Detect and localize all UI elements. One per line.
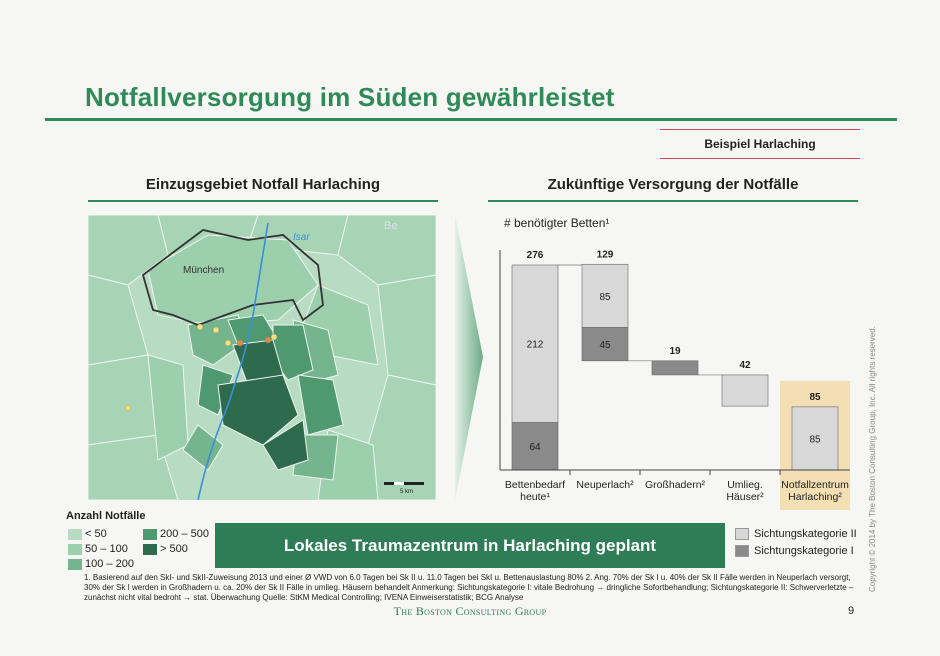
legend-item xyxy=(68,528,107,540)
legend-item xyxy=(143,543,188,555)
page-title: Notfallversorgung im Süden gewährleistet xyxy=(85,82,615,112)
river-label: Isar xyxy=(293,232,310,243)
harlaching-marker xyxy=(237,340,243,346)
bar-total-label: 42 xyxy=(739,359,751,371)
left-section-heading: Einzugsgebiet Notfall Harlaching xyxy=(145,176,381,193)
category-swatch xyxy=(735,545,749,557)
hospital-marker xyxy=(225,340,231,346)
legend-label: 100 – 200 xyxy=(85,558,134,570)
category-tick-label: Harlaching² xyxy=(788,491,842,503)
segment-value-label: 45 xyxy=(599,340,611,352)
legend-swatch xyxy=(68,559,82,570)
category-label: Sichtungskategorie II xyxy=(754,528,857,540)
legend-swatch xyxy=(68,544,82,555)
faded-map-label: Be xyxy=(384,220,398,232)
bar-segment-cat2 xyxy=(722,375,768,406)
transition-arrow xyxy=(455,215,485,500)
hospital-marker xyxy=(213,327,219,333)
category-tick-label: heute¹ xyxy=(520,491,550,503)
segment-value-label: 212 xyxy=(526,339,544,351)
legend-swatch xyxy=(143,529,157,540)
chart-y-label: # benötigter Betten¹ xyxy=(504,216,610,230)
catchment-map xyxy=(88,215,436,500)
city-label: München xyxy=(183,265,225,276)
page-number: 9 xyxy=(848,605,855,617)
legend-label: 200 – 500 xyxy=(160,528,209,540)
category-tick-label: Häuser² xyxy=(726,491,764,503)
legend-item xyxy=(68,558,134,570)
segment-value-label: 85 xyxy=(809,434,821,446)
legend-swatch xyxy=(143,544,157,555)
legend-swatch xyxy=(68,529,82,540)
legend-label: 50 – 100 xyxy=(85,543,128,555)
bar-total-label: 19 xyxy=(669,345,681,357)
segment-value-label: 85 xyxy=(599,291,611,303)
legend-item xyxy=(68,543,128,555)
category-tick-label: Bettenbedarf xyxy=(504,479,566,491)
bar-segment-cat1 xyxy=(652,361,698,375)
category-tick-label: Notfallzentrum xyxy=(781,479,849,491)
company-name xyxy=(0,604,940,619)
footnote: 1. Basierend auf den SkI- und SkII-Zuweisung 2013 und einer Ø VWD von 6.0 Tagen bei Sk II u. 11.0 Tagen bei SkI u. Bettenauslastung 80% 2. Ang. 70% der Sk I u. 40% der Sk II Fälle werden in Neuperlach versorgt, 30% der Sk I werden in Großhadern u. ca. 20% der Sk II Fälle in umlieg. Häusern behandelt Anmerkung: Sichtungskategorie I: vitale Bedrohung → dringliche Sofortbehandlung; Sichtungskategorie II: Schwerverletzte – zunächst nicht vital bedroht → stat. Überwachung Quelle: StKM Medical Controlling; IVENA Einweiserstatistik; BCG Analyse xyxy=(84,573,854,602)
category-tick-label: Neuperlach² xyxy=(576,479,634,491)
hospital-marker xyxy=(271,334,277,340)
right-section-heading: Zukünftige Versorgung der Notfälle xyxy=(547,176,799,193)
bar-total-label: 276 xyxy=(526,250,544,261)
category-legend-item xyxy=(735,545,854,557)
category-swatch xyxy=(735,528,749,540)
legend-label: > 500 xyxy=(160,543,188,555)
company-name-text: The Boston Consulting Group xyxy=(393,604,547,618)
right-heading-rule xyxy=(488,200,858,202)
category-tick-label: Umlieg. xyxy=(727,479,763,491)
bar-total-label: 85 xyxy=(809,391,821,403)
waterfall-chart xyxy=(488,205,868,515)
copyright-notice: Copyright © 2014 by The Boston Consulting Group, Inc. All rights reserved. xyxy=(868,326,877,592)
bar-total-label: 129 xyxy=(596,249,614,261)
legend-item xyxy=(143,528,209,540)
title-rule xyxy=(45,118,897,121)
hospital-marker xyxy=(265,337,271,343)
scale-label: 5 km xyxy=(400,489,414,495)
category-legend-item xyxy=(735,528,857,540)
legend-title: Anzahl Notfälle xyxy=(66,510,146,522)
example-label: Beispiel Harlaching xyxy=(660,129,860,159)
category-tick-label: Großhadern² xyxy=(644,479,706,491)
category-label: Sichtungskategorie I xyxy=(754,545,854,557)
legend-label: < 50 xyxy=(85,528,107,540)
hospital-marker xyxy=(197,324,203,330)
key-message-banner: Lokales Traumazentrum in Harlaching geplant xyxy=(215,523,725,568)
left-heading-rule xyxy=(88,200,438,202)
segment-value-label: 64 xyxy=(529,442,541,454)
hospital-marker xyxy=(125,405,131,411)
